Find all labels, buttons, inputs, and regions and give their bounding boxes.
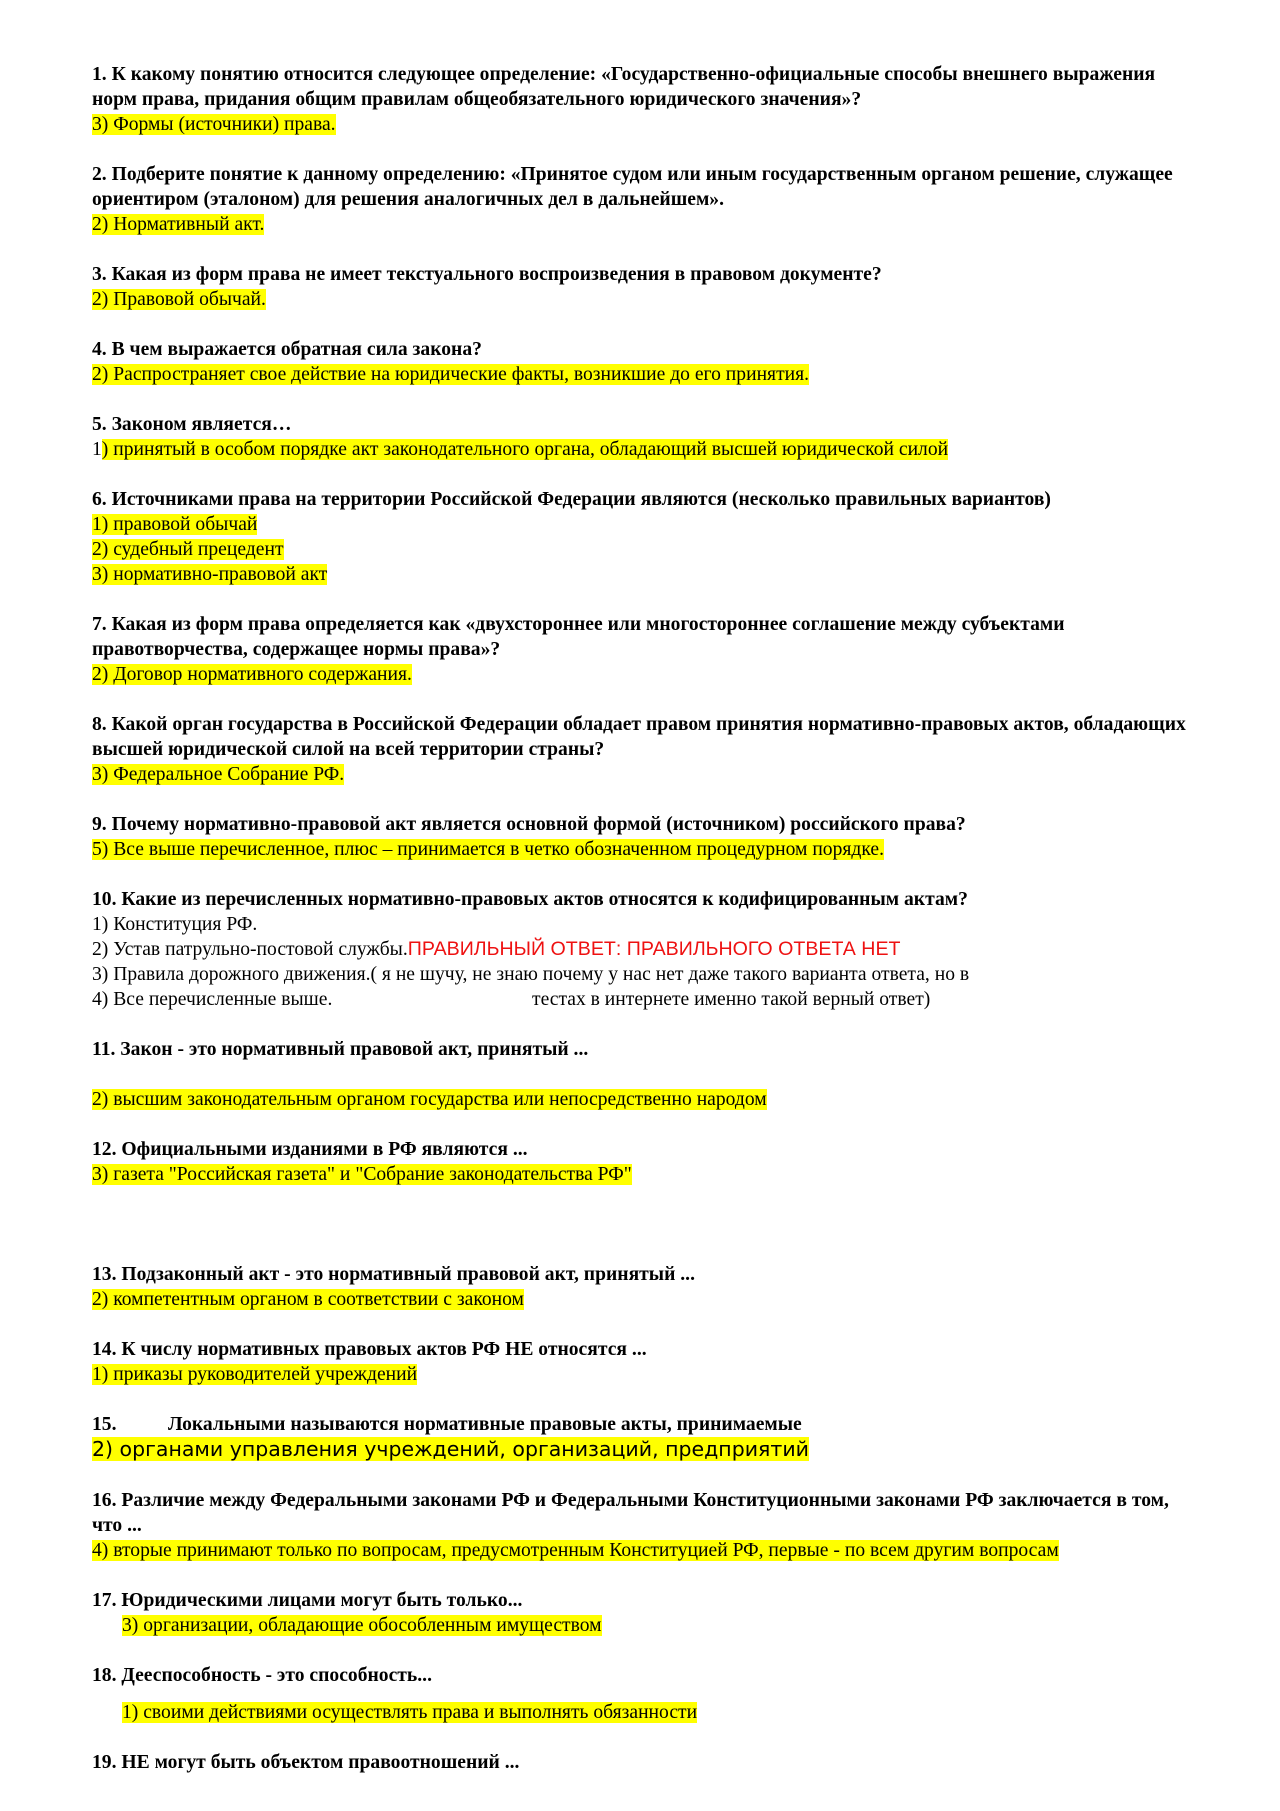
question-9 [92, 812, 1202, 862]
question-text: 18. Дееспособность - это способность... [92, 1665, 432, 1686]
option-2-text: 2) Устав патрульно-постовой службы. [92, 939, 408, 960]
answer-highlight: 2) органами управления учреждений, организаций, предприятий [92, 1437, 809, 1461]
answer-highlight: 2) Нормативный акт. [92, 214, 265, 235]
question-text: 5. Законом является… [92, 414, 292, 435]
question-17 [92, 1588, 1202, 1638]
question-19 [92, 1750, 1202, 1775]
question-3 [92, 262, 1202, 312]
answer-prefix: 1 [92, 439, 102, 460]
question-text [92, 1412, 1202, 1437]
question-18 [92, 1663, 1202, 1725]
answer-highlight: 2) Правовой обычай. [92, 289, 266, 310]
question-text: 4. В чем выражается обратная сила закона? [92, 339, 482, 360]
answer-highlight: 2) высшим законодательным органом государства или непосредственно народом [92, 1089, 767, 1110]
question-text: 16. Различие между Федеральными законами РФ и Федеральными Конституционными законами РФ заключается в том, что ... [92, 1490, 1169, 1536]
question-4 [92, 337, 1202, 387]
question-text: 12. Официальными изданиями в РФ являются ... [92, 1139, 528, 1160]
question-text: 19. НЕ могут быть объектом правоотношений ... [92, 1752, 520, 1773]
question-13 [92, 1262, 1202, 1312]
question-6 [92, 487, 1202, 587]
answer-highlight: 5) Все выше перечисленное, плюс – принимается в четко обозначенном процедурном порядке. [92, 839, 885, 860]
question-8 [92, 712, 1202, 787]
question-text: 11. Закон - это нормативный правовой акт, принятый ... [92, 1039, 589, 1060]
question-text: 14. К числу нормативных правовых актов РФ НЕ относятся ... [92, 1339, 647, 1360]
comment-line-2: тестах в интернете именно такой верный ответ) [532, 989, 931, 1010]
question-text: 13. Подзаконный акт - это нормативный правовой акт, принятый ... [92, 1264, 695, 1285]
question-10 [92, 887, 1202, 1012]
option-2 [92, 937, 1202, 962]
option-4-text: 4) Все перечисленные выше. [92, 989, 333, 1010]
question-16 [92, 1488, 1202, 1563]
question-text: 10. Какие из перечисленных нормативно-правовых актов относятся к кодифицированным актам? [92, 889, 968, 910]
comment-line-1: ( я не шучу, не знаю почему у нас нет даже такого варианта ответа, но в [370, 964, 970, 985]
question-11 [92, 1037, 1202, 1112]
question-text: 6. Источниками права на территории Российской Федерации являются (несколько правильных вариантов) [92, 489, 1051, 510]
question-7 [92, 612, 1202, 687]
answer-highlight: 1) своими действиями осуществлять права и выполнять обязанности [122, 1702, 698, 1723]
option-4 [92, 987, 1202, 1012]
question-1 [92, 62, 1202, 137]
answer-highlight: 3) Формы (источники) права. [92, 114, 336, 135]
option-3 [92, 962, 1202, 987]
option-1: 1) Конституция РФ. [92, 914, 258, 935]
question-5 [92, 412, 1202, 462]
question-2 [92, 162, 1202, 237]
question-14 [92, 1337, 1202, 1387]
question-text: 7. Какая из форм права определяется как «двухстороннее или многостороннее соглашение между субъектами правотворчества, содержащее нормы права»? [92, 614, 1065, 660]
question-body: Локальными называются нормативные правовые акты, принимаемые [168, 1414, 802, 1435]
question-text: 8. Какой орган государства в Российской Федерации обладает правом принятия нормативно-правовых актов, обладающих высшей юридической силой на всей территории страны? [92, 714, 1186, 760]
question-text: 17. Юридическими лицами могут быть только... [92, 1590, 523, 1611]
correct-answer-note: ПРАВИЛЬНЫЙ ОТВЕТ: ПРАВИЛЬНОГО ОТВЕТА НЕТ [407, 938, 901, 960]
answer-highlight: 3) нормативно-правовой акт [92, 564, 328, 585]
answer-highlight: 3) газета "Российская газета" и "Собрание законодательства РФ" [92, 1164, 632, 1185]
answer-highlight: 2) Распространяет свое действие на юридические факты, возникшие до его принятия. [92, 364, 810, 385]
answer-highlight: 2) судебный прецедент [92, 539, 284, 560]
answer-highlight: 2) Договор нормативного содержания. [92, 664, 412, 685]
answer-highlight: 3) организации, обладающие обособленным имуществом [122, 1615, 602, 1636]
question-text: 9. Почему нормативно-правовой акт является основной формой (источником) российского права? [92, 814, 966, 835]
answer-highlight: ) принятый в особом порядке акт законодательного органа, обладающий высшей юридической силой [101, 439, 949, 460]
document-page [92, 62, 1202, 1800]
question-number: 15. [92, 1414, 117, 1435]
answer-highlight: 1) приказы руководителей учреждений [92, 1364, 418, 1385]
answer-highlight: 3) Федеральное Собрание РФ. [92, 764, 345, 785]
answer-highlight: 4) вторые принимают только по вопросам, предусмотренным Конституцией РФ, первые - по всем другим вопросам [92, 1540, 1059, 1561]
answer-highlight: 2) компетентным органом в соответствии с законом [92, 1289, 524, 1310]
answer-highlight: 1) правовой обычай [92, 514, 258, 535]
question-12 [92, 1137, 1202, 1187]
question-text: 3. Какая из форм права не имеет текстуального воспроизведения в правовом документе? [92, 264, 882, 285]
question-15 [92, 1412, 1202, 1463]
option-3-text: 3) Правила дорожного движения. [92, 964, 371, 985]
question-text: 1. К какому понятию относится следующее определение: «Государственно-официальные способы внешнего выражения норм права, придания общим правилам общеобязательного юридического значения»? [92, 64, 1156, 110]
question-text: 2. Подберите понятие к данному определению: «Принятое судом или иным государственным органом решение, служащее ориентиром (эталоном) для решения аналогичных дел в дальнейшем». [92, 164, 1173, 210]
